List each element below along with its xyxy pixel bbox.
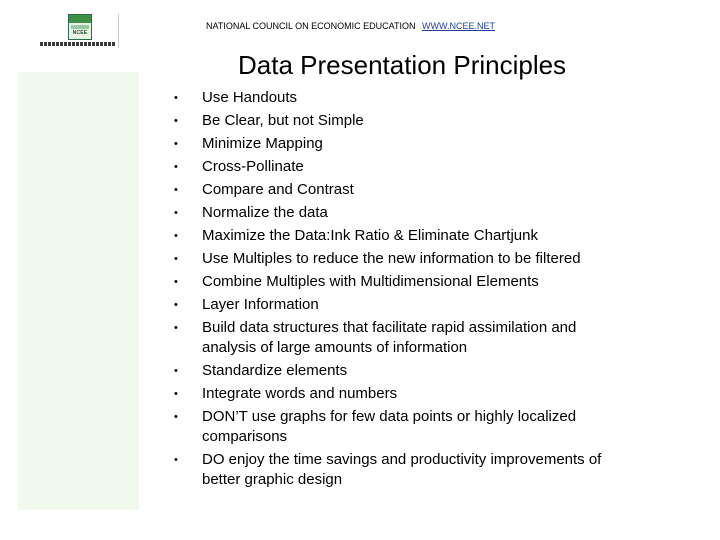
bullet-icon: • — [174, 322, 178, 334]
bullet-icon: • — [174, 115, 178, 127]
slide-header — [206, 21, 495, 31]
list-item-text: Build data structures that facilitate rapid assimilation and analysis of large amounts of information — [202, 319, 577, 356]
list-item-text: DO enjoy the time savings and productivity improvements of better graphic design — [202, 451, 602, 488]
list-item — [170, 361, 630, 381]
logo-divider — [118, 14, 119, 48]
ncee-logo — [40, 14, 116, 50]
bullet-icon: • — [174, 388, 178, 400]
bullet-icon: • — [174, 454, 178, 466]
list-item-text: DON’T use graphs for few data points or highly localized comparisons — [202, 408, 577, 445]
list-item-text: Be Clear, but not Simple — [202, 112, 364, 129]
bullet-icon: • — [174, 299, 178, 311]
header-org: NATIONAL COUNCIL ON ECONOMIC EDUCATION — [206, 21, 416, 31]
bullet-icon: • — [174, 411, 178, 423]
list-item-text: Layer Information — [202, 296, 319, 313]
list-item — [170, 249, 630, 269]
list-item-text: Normalize the data — [202, 204, 328, 221]
principles-list — [170, 88, 630, 493]
list-item — [170, 295, 630, 315]
logo-caption — [40, 42, 116, 46]
list-item — [170, 180, 630, 200]
list-item — [170, 318, 630, 358]
header-site-link[interactable]: WWW.NCEE.NET — [422, 21, 496, 31]
list-item-text: Use Handouts — [202, 89, 298, 106]
bullet-icon: • — [174, 207, 178, 219]
bullet-icon: • — [174, 184, 178, 196]
list-item-text: Cross-Pollinate — [202, 158, 304, 175]
bullet-icon: • — [174, 138, 178, 150]
list-item-text: Compare and Contrast — [202, 181, 354, 198]
list-item-text: Maximize the Data:Ink Ratio & Eliminate Chartjunk — [202, 227, 538, 244]
list-item — [170, 157, 630, 177]
bullet-icon: • — [174, 92, 178, 104]
ncee-logo-mark — [68, 14, 92, 40]
list-item — [170, 226, 630, 246]
list-item — [170, 407, 630, 447]
list-item — [170, 384, 630, 404]
list-item — [170, 88, 630, 108]
slide-title: Data Presentation Principles — [238, 50, 567, 80]
list-item-text: Use Multiples to reduce the new information to be filtered — [202, 250, 581, 267]
logo-letters: NCEE — [72, 30, 88, 36]
list-item-text: Integrate words and numbers — [202, 385, 398, 402]
list-item-text: Minimize Mapping — [202, 135, 323, 152]
list-item — [170, 203, 630, 223]
list-item — [170, 111, 630, 131]
bullet-icon: • — [174, 365, 178, 377]
logo-band-mid — [71, 25, 89, 29]
list-item-text: Combine Multiples with Multidimensional Elements — [202, 273, 539, 290]
list-item-text: Standardize elements — [202, 362, 348, 379]
bullet-icon: • — [174, 253, 178, 265]
list-item — [170, 134, 630, 154]
list-item — [170, 272, 630, 292]
bullet-icon: • — [174, 230, 178, 242]
side-panel — [18, 72, 139, 510]
bullet-icon: • — [174, 276, 178, 288]
logo-band-top — [69, 15, 91, 23]
list-item — [170, 450, 630, 490]
bullet-icon: • — [174, 161, 178, 173]
